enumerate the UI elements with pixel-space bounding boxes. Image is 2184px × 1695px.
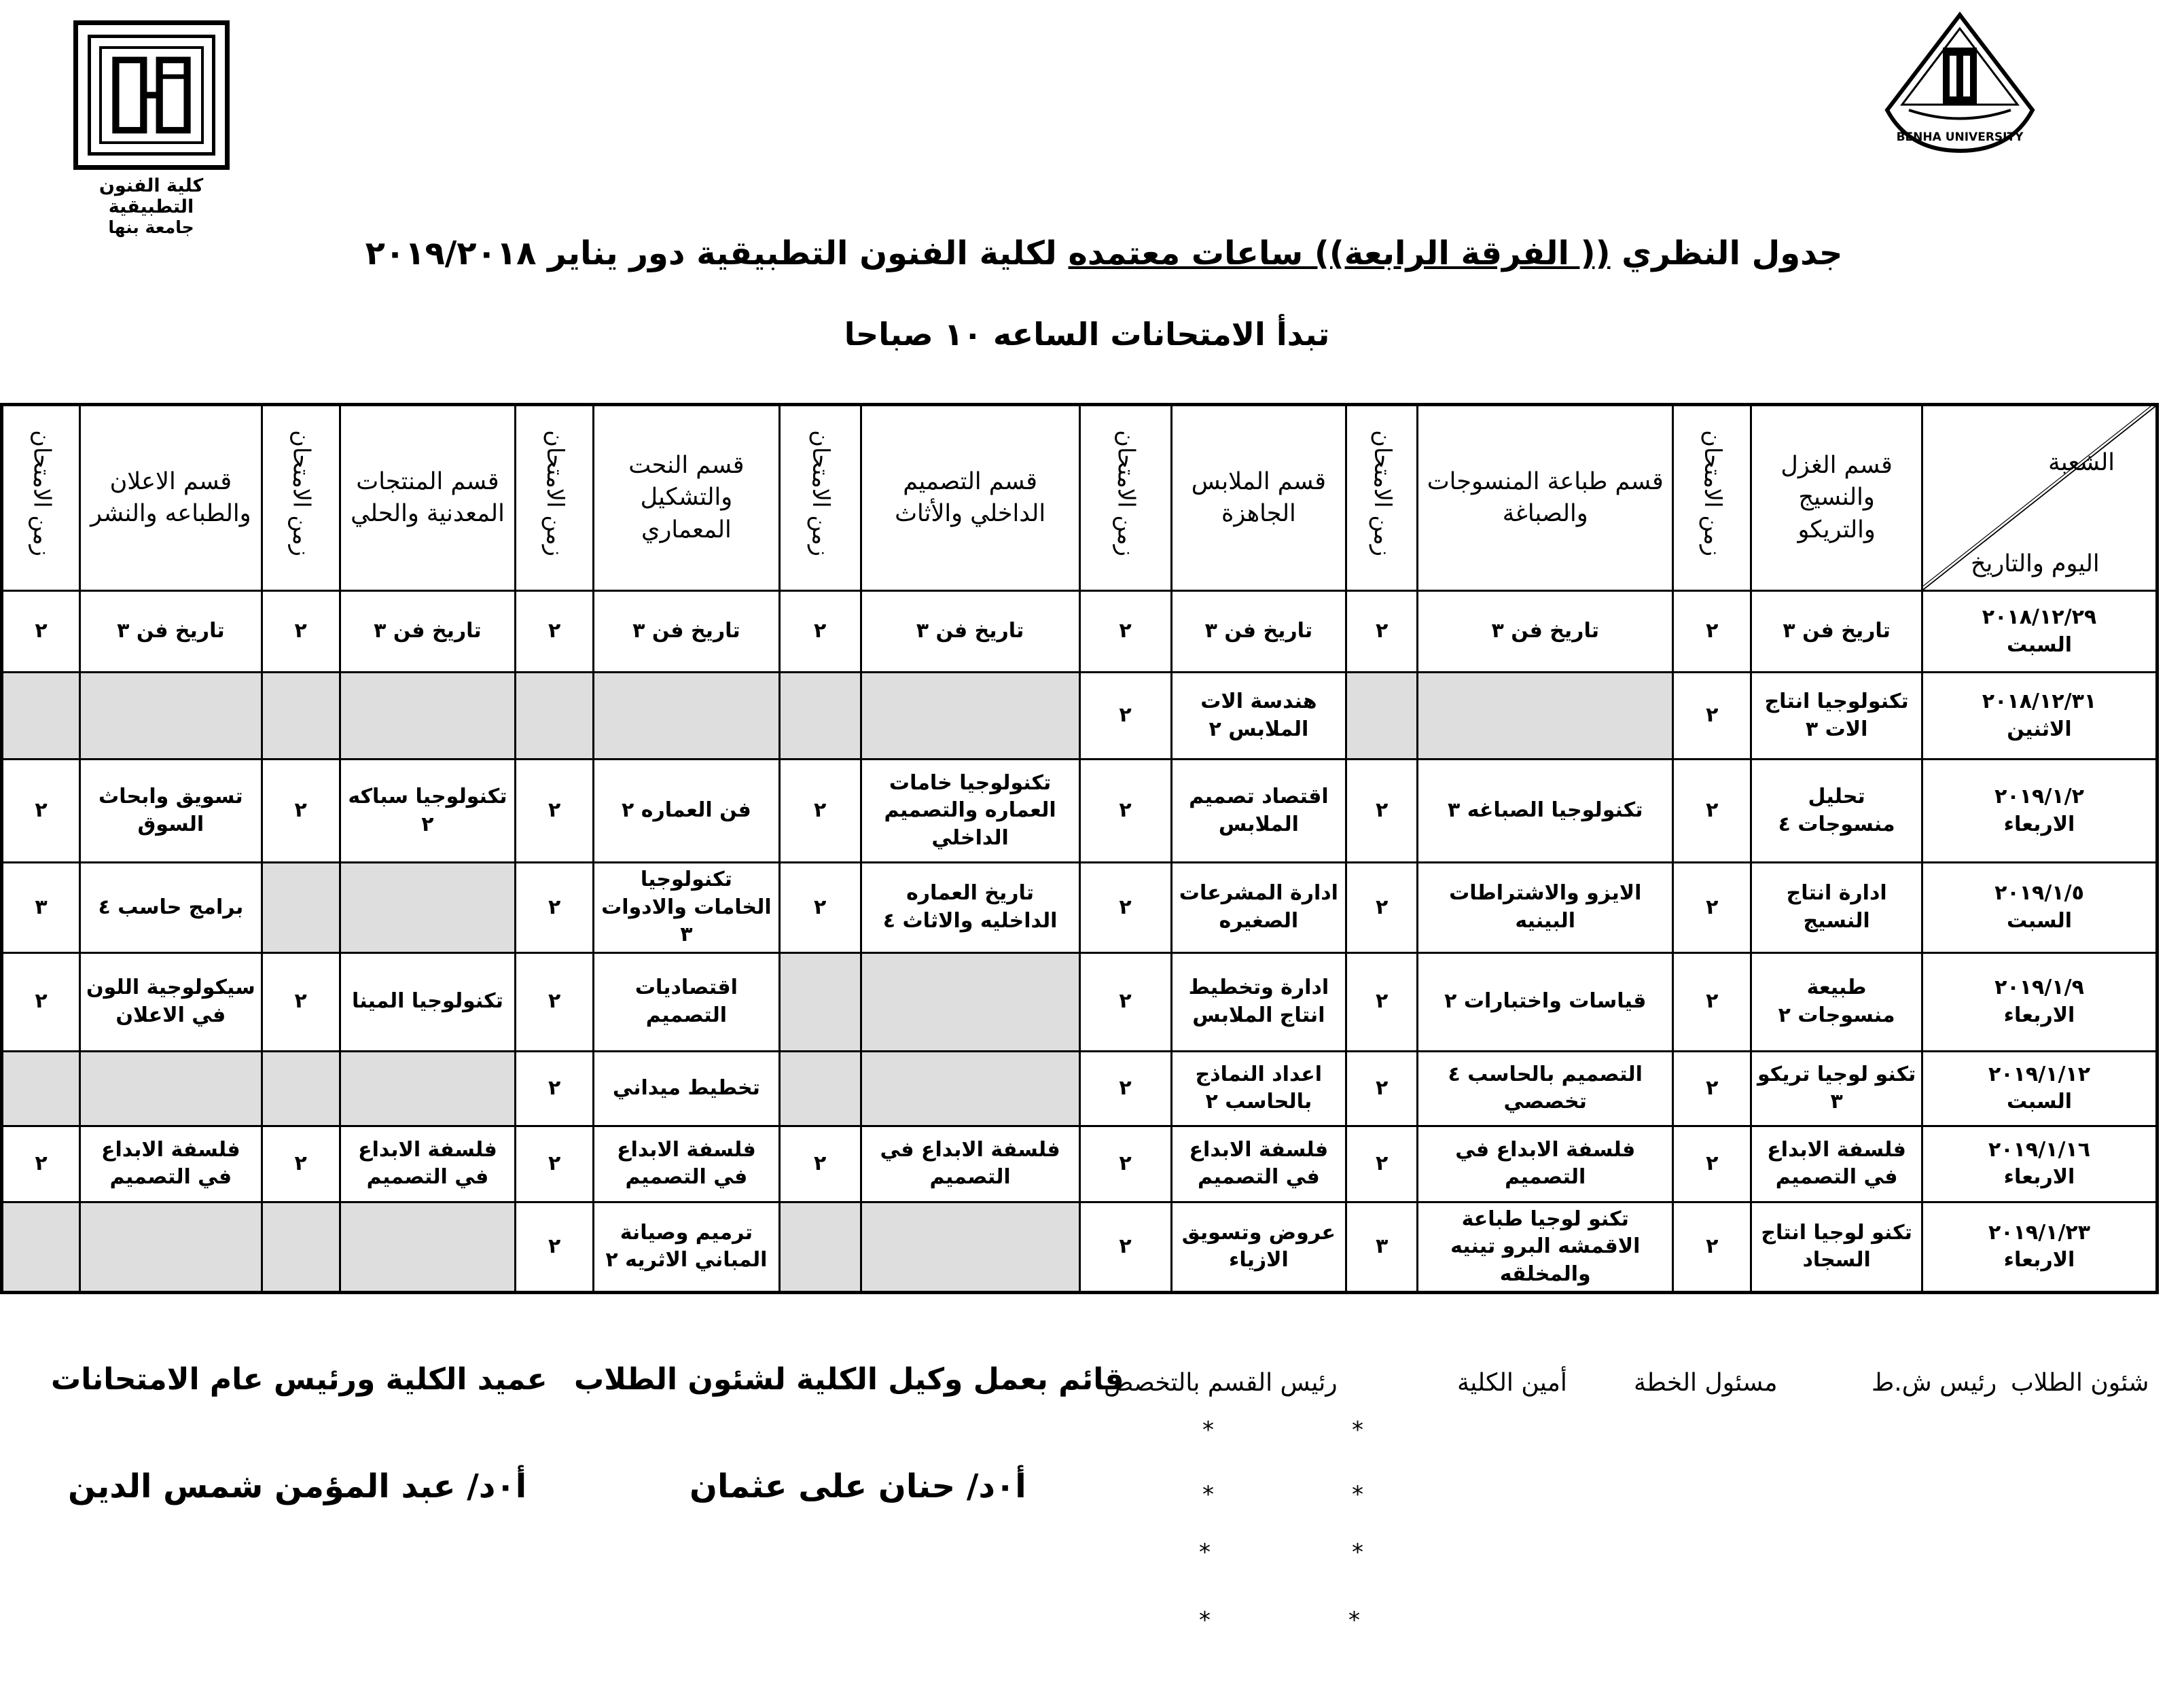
time-header-label: زمن الامتحان [1369, 430, 1397, 557]
time-header-label: زمن الامتحان [287, 430, 315, 557]
exam-day: السبت [2006, 1090, 2073, 1113]
duration-cell: ٢ [1673, 1202, 1751, 1293]
time-header-1 [1673, 405, 1751, 591]
duration-cell: ٢ [1673, 1126, 1751, 1202]
table-row [2, 952, 2158, 1051]
sig-plan-officer: مسئول الخطة [1634, 1369, 1778, 1397]
date-cell [1922, 952, 2158, 1051]
duration-cell [262, 1202, 340, 1293]
date-cell [1922, 673, 2158, 760]
subject-cell: سيكولوجية اللون في الاعلان [80, 952, 262, 1051]
page-subtitle: تبدأ الامتحانات الساعه ١٠ صباحا [844, 316, 1330, 353]
date-cell [1922, 591, 2158, 673]
duration-cell: ٢ [516, 591, 594, 673]
sig-head-sht: رئيس ش.ط [1872, 1369, 1997, 1397]
exam-date: ٢٠١٩/١/١٢ [1988, 1062, 2091, 1086]
duration-cell: ٢ [1673, 760, 1751, 863]
exam-date: ٢٠١٩/١/٢ [1994, 785, 2084, 808]
subject-cell: اقتصاديات التصميم [594, 952, 779, 1051]
duration-cell: ٢ [2, 952, 80, 1051]
duration-cell [2, 673, 80, 760]
duration-cell: ٢ [779, 863, 861, 953]
table-row [2, 1126, 2158, 1202]
time-header-label: زمن الامتحان [807, 430, 835, 557]
duration-cell: ٢ [2, 591, 80, 673]
duration-cell: ٢ [516, 952, 594, 1051]
exam-date: ٢٠١٩/١/١٦ [1988, 1137, 2091, 1162]
time-header-5 [516, 405, 594, 591]
duration-cell: ٢ [1079, 1051, 1171, 1126]
date-cell [1922, 1202, 2158, 1293]
subject-cell: تكنولوجيا انتاج الات ٣ [1751, 673, 1922, 760]
duration-cell: ٢ [262, 760, 340, 863]
table-row [2, 673, 2158, 760]
subject-cell: ادارة المشرعات الصغيره [1171, 863, 1346, 953]
date-cell [1922, 863, 2158, 953]
subject-cell: اعداد النماذج بالحاسب ٢ [1171, 1051, 1346, 1126]
duration-cell: ٢ [516, 1051, 594, 1126]
subject-cell [80, 1202, 262, 1293]
dept-header-4: قسم التصميم الداخلي والأثاث [861, 405, 1079, 591]
duration-cell [779, 673, 861, 760]
duration-cell [262, 863, 340, 953]
subject-cell [340, 673, 516, 760]
time-header-label: زمن الامتحان [541, 430, 569, 557]
signature-star: * [1352, 1539, 1363, 1566]
time-header-4 [779, 405, 861, 591]
subject-cell: تكنولوجيا الخامات والادوات ٣ [594, 863, 779, 953]
duration-cell: ٢ [779, 591, 861, 673]
subject-cell: تاريخ فن ٣ [594, 591, 779, 673]
duration-cell: ٢ [1346, 1051, 1418, 1126]
duration-cell: ٢ [1079, 1202, 1171, 1293]
subject-cell: فلسفة الابداع في التصميم [1418, 1126, 1673, 1202]
sig-vice-dean-title: قائم بعمل وكيل الكلية لشئون الطلاب [574, 1362, 1124, 1397]
duration-cell [262, 673, 340, 760]
signature-star: * [1352, 1481, 1363, 1508]
sig-dept-head: رئيس القسم بالتخصص [1104, 1369, 1338, 1397]
subject-cell: تخطيط ميداني [594, 1051, 779, 1126]
college-name: كلية الفنون التطبيقية [99, 175, 204, 217]
corner-date-label: اليوم والتاريخ [1971, 550, 2100, 577]
signature-star: * [1199, 1607, 1211, 1634]
duration-cell [779, 952, 861, 1051]
subject-cell: برامج حاسب ٤ [80, 863, 262, 953]
corner-section-label: الشعبة [2048, 449, 2115, 476]
subject-cell: تكنو لوجيا انتاج السجاد [1751, 1202, 1922, 1293]
subject-cell [80, 1051, 262, 1126]
subject-cell: قياسات واختبارات ٢ [1418, 952, 1673, 1051]
duration-cell: ٢ [1079, 1126, 1171, 1202]
signature-star: * [1199, 1539, 1211, 1566]
dept-header-5: قسم النحت والتشكيل المعماري [594, 405, 779, 591]
subject-cell: تاريخ فن ٣ [1171, 591, 1346, 673]
subject-cell [861, 952, 1079, 1051]
subject-cell: تسويق وابحاث السوق [80, 760, 262, 863]
dept-header-1: قسم الغزل والنسيج والتريكو [1751, 405, 1922, 591]
subject-cell: تاريخ فن ٣ [1751, 591, 1922, 673]
duration-cell: ٢ [1673, 952, 1751, 1051]
table-row [2, 591, 2158, 673]
title-part2: (( الفرقة الرابعة)) ساعات معتمده [1068, 234, 1611, 272]
subject-cell: تكنولوجيا خامات العماره والتصميم الداخلي [861, 760, 1079, 863]
subject-cell: اقتصاد تصميم الملابس [1171, 760, 1346, 863]
duration-cell [1346, 673, 1418, 760]
duration-cell [779, 1202, 861, 1293]
title-part1: جدول النظري [1622, 234, 1843, 272]
university-name: جامعة بنها [108, 217, 194, 237]
exam-day: السبت [2006, 632, 2073, 657]
duration-cell [2, 1202, 80, 1293]
duration-cell: ٢ [1673, 863, 1751, 953]
dept-header-2: قسم طباعة المنسوجات والصباغة [1418, 405, 1673, 591]
duration-cell: ٢ [516, 1202, 594, 1293]
exam-day: السبت [2006, 908, 2073, 933]
duration-cell: ٢ [262, 591, 340, 673]
table-row [2, 760, 2158, 863]
duration-cell: ٢ [262, 1126, 340, 1202]
duration-cell: ٢ [779, 1126, 861, 1202]
exam-date: ٢٠١٩/١/٥ [1994, 881, 2084, 906]
exam-day: الاثنين [2007, 717, 2072, 741]
subject-cell [80, 673, 262, 760]
time-header-3 [1079, 405, 1171, 591]
signature-star: * [1202, 1481, 1214, 1508]
time-header-2 [1346, 405, 1418, 591]
duration-cell: ٢ [262, 952, 340, 1051]
subject-cell [340, 1202, 516, 1293]
duration-cell [516, 673, 594, 760]
time-header-7 [2, 405, 80, 591]
subject-cell: فلسفة الابداع في التصميم [80, 1126, 262, 1202]
subject-cell: ادارة انتاج النسيج [1751, 863, 1922, 953]
time-header-label: زمن الامتحان [28, 430, 56, 557]
duration-cell: ٢ [1346, 952, 1418, 1051]
subject-cell [861, 1202, 1079, 1293]
subject-cell: التصميم بالحاسب ٤ تخصصي [1418, 1051, 1673, 1126]
sig-vice-dean-name: أ٠د/ حنان على عثمان [690, 1467, 1026, 1505]
time-header-6 [262, 405, 340, 591]
subject-cell: فلسفة الابداع في التصميم [861, 1126, 1079, 1202]
subject-cell: هندسة الات الملابس ٢ [1171, 673, 1346, 760]
page-title [340, 234, 1868, 272]
dept-header-7: قسم الاعلان والطباعه والنشر [80, 405, 262, 591]
date-cell [1922, 760, 2158, 863]
exam-schedule-table [0, 403, 2159, 1294]
duration-cell: ٢ [1673, 1051, 1751, 1126]
duration-cell: ٢ [1079, 591, 1171, 673]
subject-cell [861, 673, 1079, 760]
sig-college-secretary: أمين الكلية [1457, 1369, 1567, 1397]
time-header-label: زمن الامتحان [1112, 430, 1140, 557]
college-logo [68, 20, 234, 237]
exam-date: ٢٠١٩/١/٢٣ [1988, 1220, 2091, 1245]
university-seal-text: BENHA UNIVERSITY [1896, 130, 2024, 144]
subject-cell: تكنولوجيا سباكه ٢ [340, 760, 516, 863]
duration-cell: ٢ [516, 1126, 594, 1202]
title-part3: لكلية الفنون التطبيقية دور يناير ٢٠١٩/٢٠١٨ [365, 234, 1057, 272]
signature-star: * [1348, 1607, 1360, 1634]
duration-cell: ٢ [1079, 760, 1171, 863]
table-row [2, 863, 2158, 953]
subject-cell [1418, 673, 1673, 760]
duration-cell: ٣ [1346, 1202, 1418, 1293]
subject-cell: فلسفة الابداع في التصميم [1751, 1126, 1922, 1202]
sig-dean-name: أ٠د/ عبد المؤمن شمس الدين [68, 1467, 527, 1505]
subject-cell: تاريخ فن ٣ [340, 591, 516, 673]
duration-cell: ٢ [1346, 760, 1418, 863]
table-header-row [2, 405, 2158, 591]
sig-dean-title: عميد الكلية ورئيس عام الامتحانات [51, 1362, 548, 1397]
duration-cell: ٢ [2, 1126, 80, 1202]
subject-cell: تكنولوجيا المينا [340, 952, 516, 1051]
sig-student-affairs: شئون الطلاب [2011, 1369, 2149, 1397]
dept-header-6: قسم المنتجات المعدنية والحلي [340, 405, 516, 591]
subject-cell: ادارة وتخطيط انتاج الملابس [1171, 952, 1346, 1051]
duration-cell: ٢ [1346, 863, 1418, 953]
duration-cell: ٢ [516, 863, 594, 953]
exam-day: الاربعاء [2003, 1248, 2075, 1272]
subject-cell: تحليل منسوجات ٤ [1751, 760, 1922, 863]
corner-header-cell [1922, 405, 2158, 591]
duration-cell: ٢ [516, 760, 594, 863]
subject-cell: تاريخ فن ٣ [1418, 591, 1673, 673]
duration-cell: ٢ [1673, 591, 1751, 673]
table-row [2, 1051, 2158, 1126]
subject-cell [340, 1051, 516, 1126]
subject-cell [861, 1051, 1079, 1126]
subject-cell: تاريخ فن ٣ [861, 591, 1079, 673]
duration-cell: ٢ [1346, 1126, 1418, 1202]
duration-cell [262, 1051, 340, 1126]
subject-cell: فن العماره ٢ [594, 760, 779, 863]
subject-cell: تكنو لوجيا طباعة الاقمشه البرو تينيه والمخلقه [1418, 1202, 1673, 1293]
exam-day: الاربعاء [2003, 1003, 2075, 1027]
duration-cell [779, 1051, 861, 1126]
exam-date: ٢٠١٩/١/٩ [1994, 976, 2084, 999]
subject-cell [340, 863, 516, 953]
subject-cell: عروض وتسويق الازياء [1171, 1202, 1346, 1293]
duration-cell: ٢ [779, 760, 861, 863]
subject-cell: فلسفة الابداع في التصميم [340, 1126, 516, 1202]
time-header-label: زمن الامتحان [1699, 430, 1727, 557]
duration-cell: ٢ [1079, 863, 1171, 953]
date-cell [1922, 1051, 2158, 1126]
duration-cell: ٢ [1346, 591, 1418, 673]
signature-star: * [1352, 1416, 1363, 1444]
duration-cell: ٢ [2, 760, 80, 863]
subject-cell: تكنولوجيا الصباغه ٣ [1418, 760, 1673, 863]
faculty-logo-icon [73, 20, 230, 170]
duration-cell [2, 1051, 80, 1126]
university-seal-icon [1882, 8, 2038, 154]
exam-date: ٢٠١٨/١٢/٢٩ [1982, 605, 2097, 629]
subject-cell: تكنو لوجيا تريكو ٣ [1751, 1051, 1922, 1126]
signature-star: * [1202, 1416, 1214, 1444]
subject-cell: ترميم وصيانة المباني الاثريه ٢ [594, 1202, 779, 1293]
table-row [2, 1202, 2158, 1293]
duration-cell: ٢ [1079, 952, 1171, 1051]
subject-cell: طبيعة منسوجات ٢ [1751, 952, 1922, 1051]
subject-cell: فلسفة الابداع في التصميم [594, 1126, 779, 1202]
exam-day: الاربعاء [2003, 812, 2075, 836]
exam-day: الاربعاء [2003, 1165, 2075, 1189]
subject-cell: تاريخ العماره الداخليه والاثاث ٤ [861, 863, 1079, 953]
subject-cell: تاريخ فن ٣ [80, 591, 262, 673]
duration-cell: ٣ [2, 863, 80, 953]
date-cell [1922, 1126, 2158, 1202]
duration-cell: ٢ [1673, 673, 1751, 760]
dept-header-3: قسم الملابس الجاهزة [1171, 405, 1346, 591]
exam-date: ٢٠١٨/١٢/٣١ [1982, 690, 2097, 713]
duration-cell: ٢ [1079, 673, 1171, 760]
subject-cell: فلسفة الابداع في التصميم [1171, 1126, 1346, 1202]
subject-cell: الايزو والاشتراطات البينيه [1418, 863, 1673, 953]
subject-cell [594, 673, 779, 760]
